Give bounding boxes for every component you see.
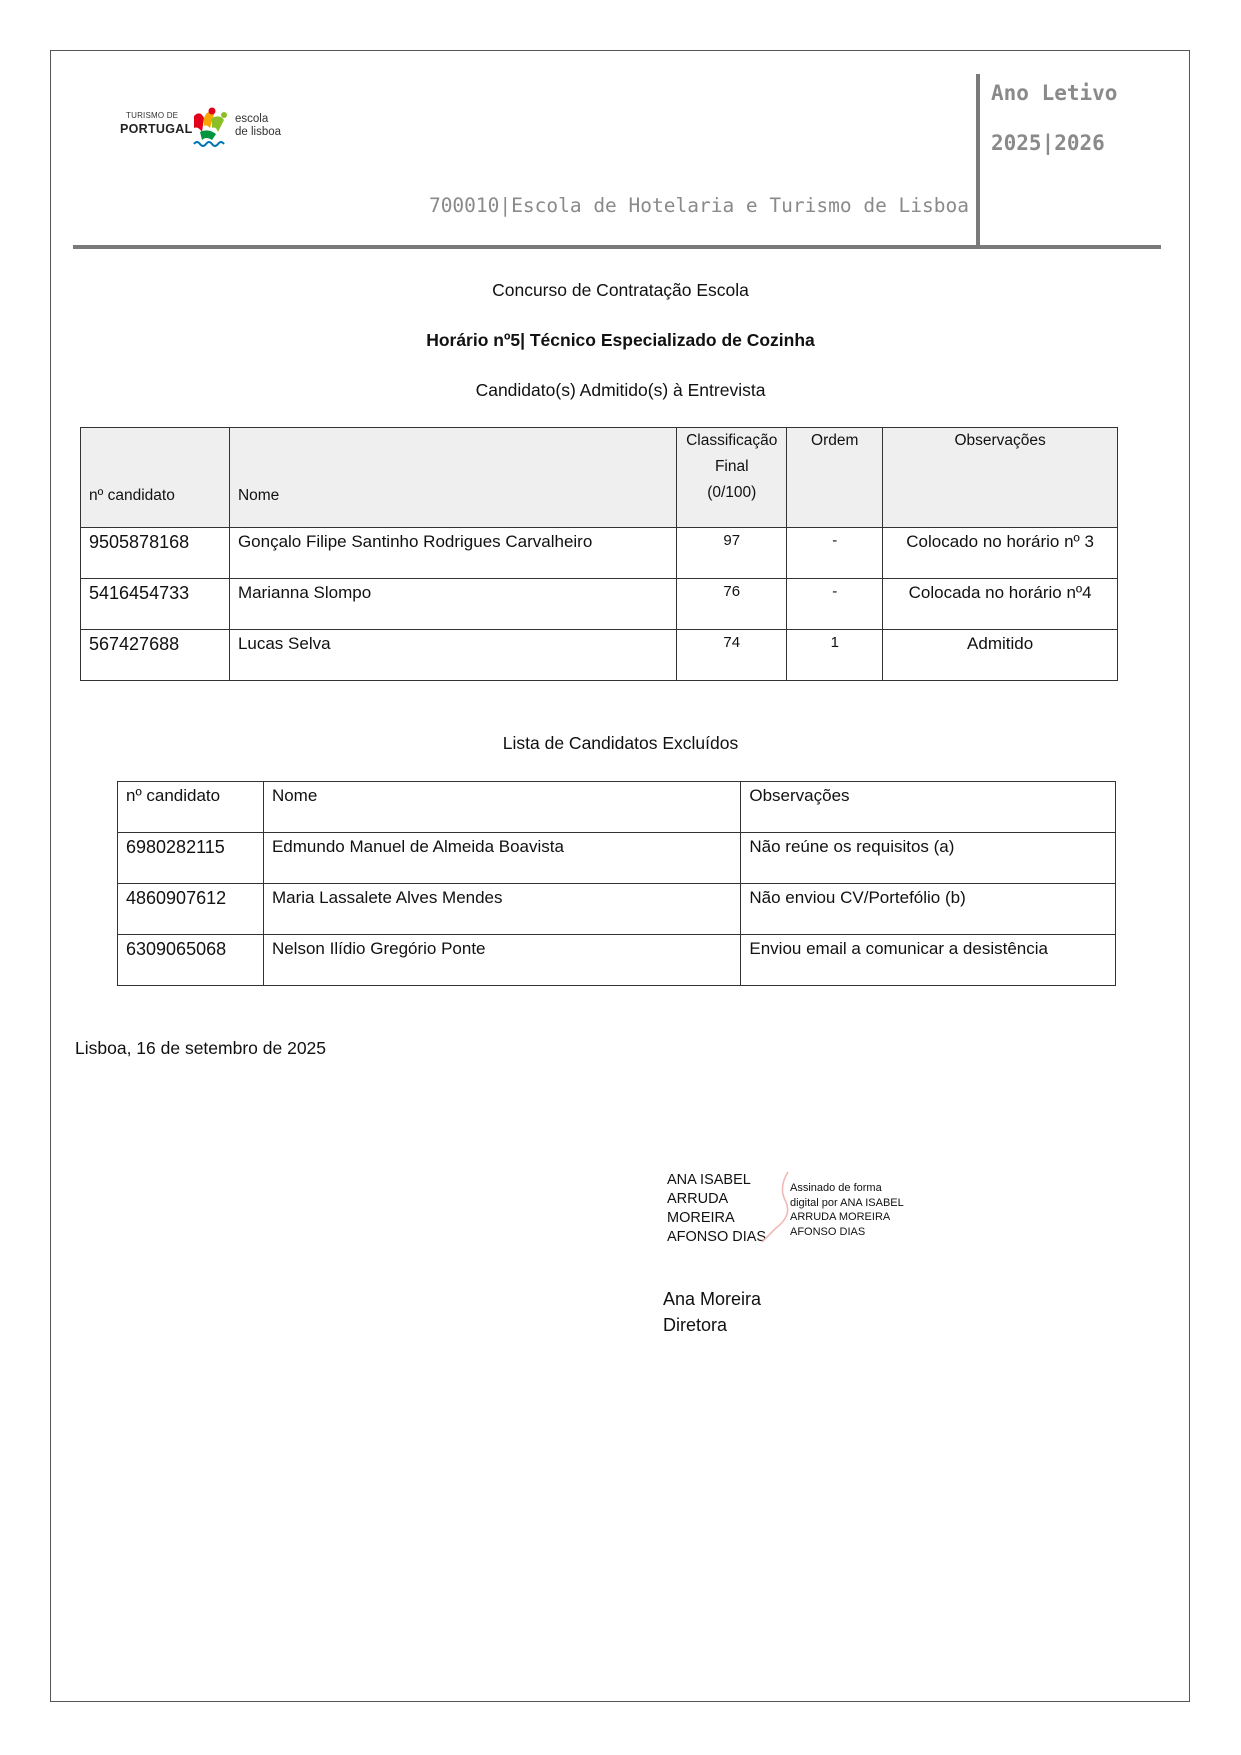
schedule-title: Horário nº5| Técnico Especializado de Cozinha bbox=[426, 330, 815, 350]
excluded-candidates-table bbox=[117, 781, 1116, 986]
header-name: Nome bbox=[229, 428, 676, 528]
header-order: Ordem bbox=[787, 428, 883, 528]
logo-text-turismo: TURISMO DE bbox=[126, 111, 179, 120]
school-name: 700010|Escola de Hotelaria e Turismo de Lisboa bbox=[428, 194, 969, 217]
table-row bbox=[118, 935, 1116, 986]
candidate-notes: Enviou email a comunicar a desistência bbox=[741, 935, 1116, 986]
candidate-name: Lucas Selva bbox=[229, 630, 676, 681]
header-name: Nome bbox=[263, 782, 740, 833]
turismo-portugal-logo-icon bbox=[190, 106, 230, 150]
contest-title: Concurso de Contratação Escola bbox=[492, 280, 749, 300]
header-candidate-number: nº candidato bbox=[81, 428, 230, 528]
logo-text-portugal: PORTUGAL bbox=[120, 122, 193, 136]
candidate-number: 4860907612 bbox=[118, 884, 264, 935]
signer-role: Diretora bbox=[663, 1315, 728, 1335]
candidate-number: 6309065068 bbox=[118, 935, 264, 986]
header-final-score: Classificação Final (0/100) bbox=[677, 428, 787, 528]
school-year-value: 2025|2026 bbox=[991, 131, 1105, 155]
digital-signature-name: ANA ISABEL ARRUDA MOREIRA AFONSO DIAS bbox=[667, 1172, 767, 1245]
candidate-order: 1 bbox=[787, 630, 883, 681]
admitted-title: Candidato(s) Admitido(s) à Entrevista bbox=[475, 380, 766, 400]
header-horizontal-divider bbox=[73, 245, 1161, 249]
candidate-notes: Admitido bbox=[883, 630, 1118, 681]
signer-name: Ana Moreira bbox=[663, 1289, 762, 1309]
table-row bbox=[81, 528, 1118, 579]
table-row bbox=[118, 884, 1116, 935]
candidate-number: 6980282115 bbox=[118, 833, 264, 884]
school-logo bbox=[120, 106, 300, 150]
candidate-notes: Não reúne os requisitos (a) bbox=[741, 833, 1116, 884]
table-header-row bbox=[81, 428, 1118, 528]
table-row bbox=[81, 630, 1118, 681]
document-date: Lisboa, 16 de setembro de 2025 bbox=[75, 1038, 327, 1058]
digital-signature-note: Assinado de forma digital por ANA ISABEL ARRUDA MOREIRA AFONSO DIAS bbox=[790, 1182, 904, 1238]
candidate-name: Marianna Slompo bbox=[229, 579, 676, 630]
table-row bbox=[118, 833, 1116, 884]
signer-block bbox=[663, 1286, 761, 1338]
header-candidate-number: nº candidato bbox=[118, 782, 264, 833]
table-row bbox=[81, 579, 1118, 630]
candidate-number: 5416454733 bbox=[81, 579, 230, 630]
candidate-notes: Colocado no horário nº 3 bbox=[883, 528, 1118, 579]
candidate-number: 9505878168 bbox=[81, 528, 230, 579]
candidate-score: 74 bbox=[677, 630, 787, 681]
candidate-score: 97 bbox=[677, 528, 787, 579]
candidate-name: Edmundo Manuel de Almeida Boavista bbox=[263, 833, 740, 884]
table-header-row bbox=[118, 782, 1116, 833]
admitted-candidates-table bbox=[80, 427, 1118, 681]
candidate-notes: Não enviou CV/Portefólio (b) bbox=[741, 884, 1116, 935]
header-notes: Observações bbox=[883, 428, 1118, 528]
candidate-score: 76 bbox=[677, 579, 787, 630]
candidate-notes: Colocada no horário nº4 bbox=[883, 579, 1118, 630]
candidate-name: Maria Lassalete Alves Mendes bbox=[263, 884, 740, 935]
candidate-order: - bbox=[787, 528, 883, 579]
candidate-name: Nelson Ilídio Gregório Ponte bbox=[263, 935, 740, 986]
header-notes: Observações bbox=[741, 782, 1116, 833]
logo-text-escola: escola de lisboa bbox=[235, 113, 282, 138]
candidate-name: Gonçalo Filipe Santinho Rodrigues Carvalheiro bbox=[229, 528, 676, 579]
school-year-label: Ano Letivo bbox=[991, 81, 1118, 105]
excluded-title: Lista de Candidatos Excluídos bbox=[502, 733, 739, 753]
header-vertical-divider bbox=[976, 74, 980, 246]
candidate-number: 567427688 bbox=[81, 630, 230, 681]
candidate-order: - bbox=[787, 579, 883, 630]
